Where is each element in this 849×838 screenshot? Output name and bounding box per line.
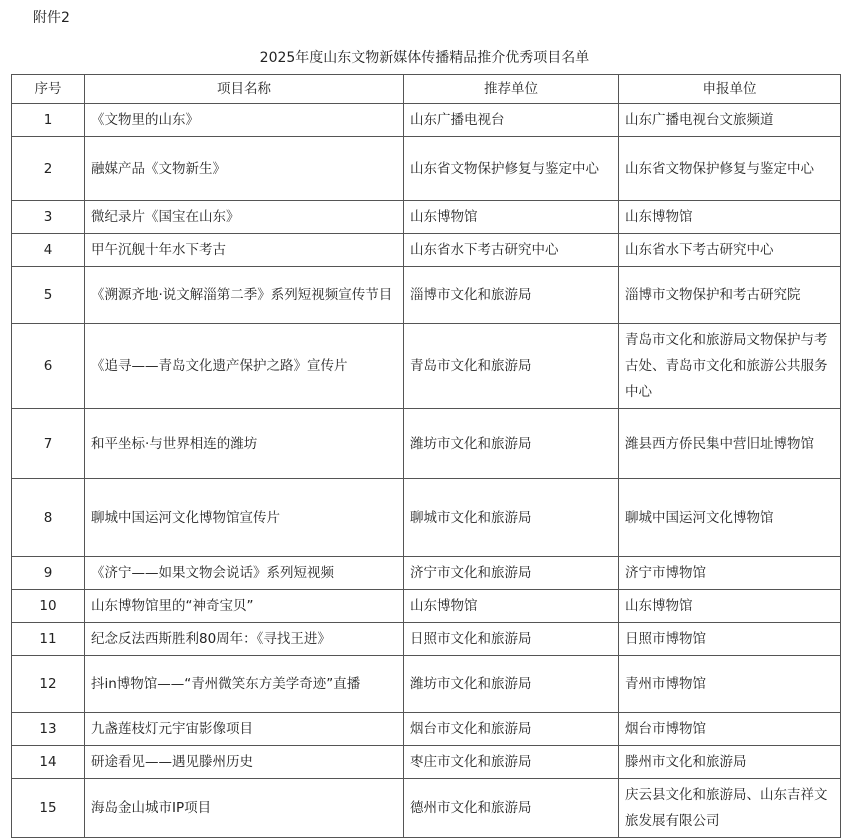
table-row <box>12 746 841 779</box>
cell-no: 15 <box>12 779 85 838</box>
cell-recommender: 山东省水下考古研究中心 <box>404 234 619 267</box>
cell-project-name: 研途看见——遇见滕州历史 <box>85 746 404 779</box>
table-row <box>12 713 841 746</box>
cell-recommender: 潍坊市文化和旅游局 <box>404 409 619 479</box>
cell-no: 7 <box>12 409 85 479</box>
cell-applicant: 山东广播电视台文旅频道 <box>619 104 841 137</box>
cell-recommender: 烟台市文化和旅游局 <box>404 713 619 746</box>
cell-project-name: 九盏莲枝灯元宇宙影像项目 <box>85 713 404 746</box>
cell-no: 4 <box>12 234 85 267</box>
cell-project-name: 海岛金山城市IP项目 <box>85 779 404 838</box>
cell-project-name: 微纪录片《国宝在山东》 <box>85 201 404 234</box>
cell-applicant: 青岛市文化和旅游局文物保护与考古处、青岛市文化和旅游公共服务中心 <box>619 324 841 409</box>
cell-recommender: 山东广播电视台 <box>404 104 619 137</box>
cell-applicant: 山东博物馆 <box>619 201 841 234</box>
cell-applicant: 山东省水下考古研究中心 <box>619 234 841 267</box>
cell-no: 13 <box>12 713 85 746</box>
cell-applicant: 滕州市文化和旅游局 <box>619 746 841 779</box>
cell-recommender: 淄博市文化和旅游局 <box>404 267 619 324</box>
table-row <box>12 557 841 590</box>
document-title: 2025年度山东文物新媒体传播精品推介优秀项目名单 <box>259 50 590 66</box>
cell-applicant: 聊城中国运河文化博物馆 <box>619 479 841 557</box>
cell-project-name: 《追寻——青岛文化遗产保护之路》宣传片 <box>85 324 404 409</box>
cell-applicant: 济宁市博物馆 <box>619 557 841 590</box>
cell-recommender: 山东省文物保护修复与鉴定中心 <box>404 137 619 201</box>
cell-no: 5 <box>12 267 85 324</box>
cell-no: 9 <box>12 557 85 590</box>
cell-applicant: 庆云县文化和旅游局、山东吉祥文旅发展有限公司 <box>619 779 841 838</box>
project-list-table <box>11 74 841 838</box>
cell-project-name: 《溯源齐地·说文解淄第二季》系列短视频宣传节目 <box>85 267 404 324</box>
cell-applicant: 山东博物馆 <box>619 590 841 623</box>
cell-project-name: 和平坐标·与世界相连的潍坊 <box>85 409 404 479</box>
cell-project-name: 聊城中国运河文化博物馆宣传片 <box>85 479 404 557</box>
cell-no: 10 <box>12 590 85 623</box>
table-row <box>12 623 841 656</box>
table-row <box>12 137 841 201</box>
table-row <box>12 656 841 713</box>
cell-recommender: 潍坊市文化和旅游局 <box>404 656 619 713</box>
cell-applicant: 山东省文物保护修复与鉴定中心 <box>619 137 841 201</box>
header-no: 序号 <box>12 75 85 104</box>
table-row <box>12 779 841 838</box>
cell-project-name: 《文物里的山东》 <box>85 104 404 137</box>
cell-recommender: 聊城市文化和旅游局 <box>404 479 619 557</box>
header-recommender: 推荐单位 <box>404 75 619 104</box>
header-applicant: 申报单位 <box>619 75 841 104</box>
cell-recommender: 山东博物馆 <box>404 590 619 623</box>
table-row <box>12 234 841 267</box>
cell-no: 11 <box>12 623 85 656</box>
attachment-label: 附件2 <box>33 10 70 26</box>
table-row <box>12 267 841 324</box>
cell-recommender: 济宁市文化和旅游局 <box>404 557 619 590</box>
cell-no: 2 <box>12 137 85 201</box>
cell-no: 3 <box>12 201 85 234</box>
cell-no: 1 <box>12 104 85 137</box>
cell-project-name: 纪念反法西斯胜利80周年：《寻找王进》 <box>85 623 404 656</box>
table-row <box>12 590 841 623</box>
cell-applicant: 日照市博物馆 <box>619 623 841 656</box>
table-row <box>12 409 841 479</box>
header-project-name: 项目名称 <box>85 75 404 104</box>
cell-project-name: 《济宁——如果文物会说话》系列短视频 <box>85 557 404 590</box>
table-row <box>12 324 841 409</box>
cell-applicant: 烟台市博物馆 <box>619 713 841 746</box>
cell-project-name: 山东博物馆里的“神奇宝贝” <box>85 590 404 623</box>
cell-recommender: 德州市文化和旅游局 <box>404 779 619 838</box>
cell-project-name: 甲午沉舰十年水下考古 <box>85 234 404 267</box>
cell-applicant: 潍县西方侨民集中营旧址博物馆 <box>619 409 841 479</box>
cell-recommender: 枣庄市文化和旅游局 <box>404 746 619 779</box>
table-row <box>12 201 841 234</box>
cell-no: 8 <box>12 479 85 557</box>
cell-recommender: 青岛市文化和旅游局 <box>404 324 619 409</box>
table-row <box>12 104 841 137</box>
cell-recommender: 山东博物馆 <box>404 201 619 234</box>
cell-project-name: 融媒产品《文物新生》 <box>85 137 404 201</box>
table-row <box>12 479 841 557</box>
cell-recommender: 日照市文化和旅游局 <box>404 623 619 656</box>
cell-no: 6 <box>12 324 85 409</box>
table-header-row <box>12 75 841 104</box>
cell-applicant: 青州市博物馆 <box>619 656 841 713</box>
cell-project-name: 抖in博物馆——“青州微笑东方美学奇迹”直播 <box>85 656 404 713</box>
cell-applicant: 淄博市文物保护和考古研究院 <box>619 267 841 324</box>
cell-no: 12 <box>12 656 85 713</box>
cell-no: 14 <box>12 746 85 779</box>
